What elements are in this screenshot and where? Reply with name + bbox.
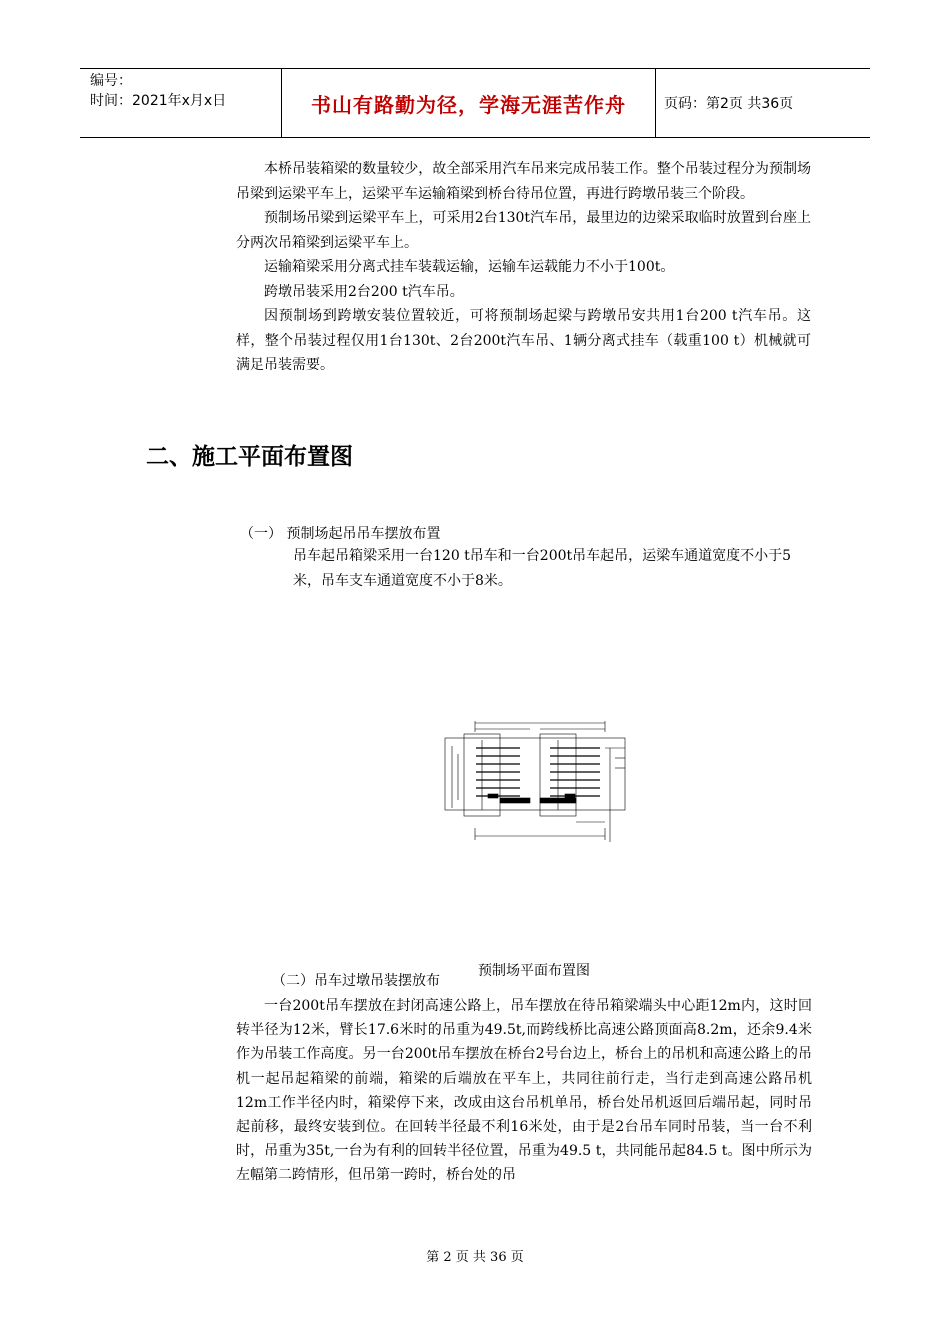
number-label: 编号： [90, 73, 132, 89]
page-header [80, 68, 870, 138]
body-paragraph: 一台200t吊车摆放在封闭高速公路上，吊车摆放在待吊箱梁端头中心距12m内，这时回转半径为12米，臂长17.6米时的吊重为49.5t,而跨线桥比高速公路顶面高8.2m，还余9.4米作为吊装工作高度。另一台200t吊车摆放在桥台2号台边上，桥台上的吊机和高速公路上的吊机一起吊起箱梁的前端，箱梁的后端放在平车上，共同往前行走，当行走到高速公路吊机12m工作半径内时，箱梁停下来，改成由这台吊机单吊，桥台处吊机返回后端吊起，同时吊起前移，最终安装到位。在回转半径最不利16米处，由于是2台吊车同时吊装，当一台不利时，吊重为35t,一台为有利的回转半径位置，吊重为49.5 t，共同能吊起84.5 t。图中所示为左幅第二跨情形，但吊第一跨时，桥台处的吊 [236, 998, 812, 1184]
section-heading: 二、施工平面布置图 [146, 444, 353, 470]
intro-section [236, 157, 811, 378]
header-meta [80, 69, 282, 137]
header-page-info: 页码：第2页 共36页 [664, 96, 794, 112]
page-footer: 第 2 页 共 36 页 [426, 1250, 524, 1265]
time-label: 时间：2021年x月x日 [90, 93, 227, 109]
intro-paragraph: 因预制场到跨墩安装位置较近，可将预制场起梁与跨墩吊安共用1台200 t汽车吊。这样，整个吊装过程仅用1台130t、2台200t汽车吊、1辆分离式挂车（载重100 t）机械就可满足吊装需要。 [236, 308, 811, 373]
figure-caption: 预制场平面布置图 [478, 963, 590, 979]
intro-paragraph: 本桥吊装箱梁的数量较少，故全部采用汽车吊来完成吊装工作。整个吊装过程分为预制场吊梁到运梁平车上，运梁平车运输箱梁到桥台待吊位置，再进行跨墩吊装三个阶段。 [236, 161, 811, 202]
site-layout-drawing [440, 718, 640, 848]
subsection-body-2 [236, 994, 812, 1188]
subsection-title-2: （二）吊车过墩吊装摆放布 [272, 973, 440, 989]
intro-paragraph: 运输箱梁采用分离式挂车装载运输，运输车运载能力不小于100t。 [264, 259, 675, 275]
subsection-title-1: （一） 预制场起吊吊车摆放布置 [240, 526, 441, 542]
intro-paragraph: 跨墩吊装采用2台200 t汽车吊。 [264, 283, 464, 300]
header-motto: 书山有路勤为径，学海无涯苦作舟 [282, 69, 656, 137]
intro-paragraph: 预制场吊梁到运梁平车上，可采用2台130t汽车吊，最里边的边梁采取临时放置到台座上分两次吊箱梁到运梁平车上。 [236, 210, 811, 251]
subsection-text-1: 吊车起吊箱梁采用一台120 t吊车和一台200t吊车起吊，运梁车通道宽度不小于5米，吊车支车通道宽度不小于8米。 [293, 548, 792, 589]
